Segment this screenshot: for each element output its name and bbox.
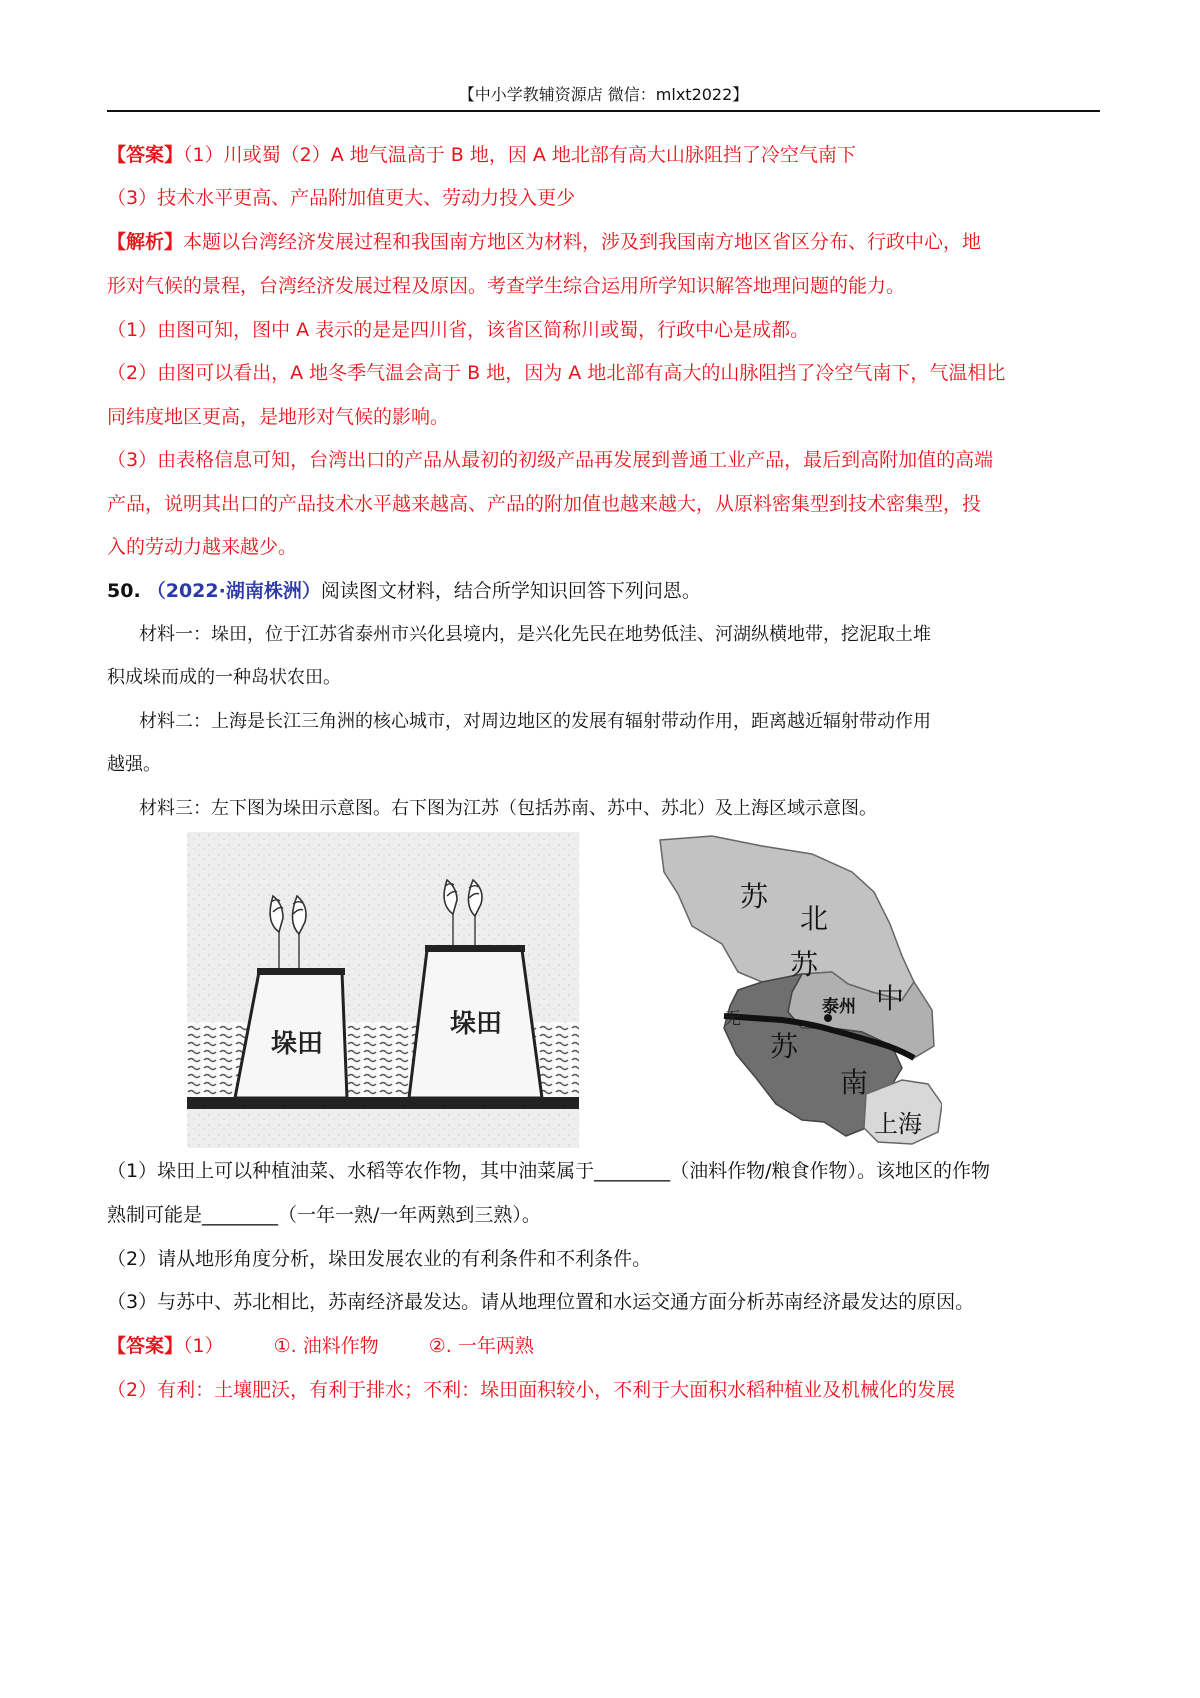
- label-taizhou: 泰州: [822, 997, 856, 1017]
- analysis-point2b: 同纬度地区更高，是地形对气候的影响。: [107, 406, 450, 428]
- answer-prev-line2: （3）技术水平更高、产品附加值更大、劳动力投入更少: [107, 187, 576, 209]
- answer-50-a2: ②. 一年两熟: [428, 1335, 534, 1357]
- label-su-zhong-2: 中: [876, 982, 905, 1015]
- answer-blank-1: ________: [594, 1160, 671, 1182]
- answer-50-a1: ①. 油料作物: [273, 1335, 379, 1357]
- label-shanghai: 上海: [874, 1110, 922, 1138]
- duotian-label-right: 垛田: [450, 1009, 503, 1039]
- answer-50-label: 【答案】: [107, 1335, 184, 1357]
- analysis-line1: [107, 228, 1100, 256]
- sub-question-2: （2）请从地形角度分析，垛田发展农业的有利条件和不利条件。: [107, 1248, 652, 1270]
- sub-question-1a: [107, 1157, 1100, 1185]
- material3-line: 材料三：左下图为垛田示意图。右下图为江苏（包括苏南、苏中、苏北）及上海区域示意图。: [139, 798, 877, 819]
- jiangsu-shanghai-map: [652, 832, 942, 1148]
- page-header: 【中小学教辅资源店 微信：mlxt2022】: [107, 82, 1100, 112]
- analysis-line2: 形对气候的景程，台湾经济发展过程及原因。考查学生综合运用所学知识解答地理问题的能力。: [107, 275, 906, 297]
- analysis-label: 【解析】: [107, 231, 184, 253]
- sub-question-1b: [107, 1201, 1100, 1229]
- material2-line1: 材料二：上海是长江三角洲的核心城市，对周边地区的发展有辐射带动作用，距离越近辐射带动作用: [139, 711, 931, 732]
- label-su-bei-1: 苏: [740, 880, 769, 913]
- question-prompt: 阅读图文材料，结合所学知识回答下列问恩。: [320, 580, 701, 602]
- duotian-label-left: 垛田: [271, 1029, 324, 1059]
- analysis-point3a: （3）由表格信息可知，台湾出口的产品从最初的初级产品再发展到普通工业产品，最后到高附加值的高端: [107, 449, 994, 471]
- material1-line1: 材料一：垛田，位于江苏省泰州市兴化县境内，是兴化先民在地势低洼、河湖纵横地带，挖泥取土堆: [139, 624, 931, 645]
- answer-50-line2: （2）有利：土壤肥沃，有利于排水；不利：垛田面积较小，不利于大面积水稻种植业及机械化的发展: [107, 1379, 956, 1401]
- q1a-text-after: （油料作物/粮食作物）。该地区的作物: [670, 1160, 990, 1182]
- answer-blank-2: ________: [202, 1204, 279, 1226]
- sub-question-3: （3）与苏中、苏北相比，苏南经济最发达。请从地理位置和水运交通方面分析苏南经济最发达的原因。: [107, 1291, 975, 1313]
- label-su-nan-1: 苏: [770, 1030, 799, 1063]
- answer-label: 【答案】: [107, 144, 184, 166]
- answer-prev-line1: [107, 141, 1100, 169]
- answer-prev-text1: （1）川或蜀（2）A 地气温高于 B 地，因 A 地北部有高大山脉阻挡了冷空气南下: [183, 144, 856, 166]
- question-50-heading: [107, 577, 1100, 605]
- analysis-point3b: 产品，说明其出口的产品技术水平越来越高、产品的附加值也越来越大，从原料密集型到技术密集型，投: [107, 493, 982, 515]
- question-number: 50.: [107, 580, 141, 602]
- answer-50-line1: [107, 1332, 1100, 1360]
- question-source: （2022·湖南株洲）: [146, 580, 321, 602]
- q1a-text: （1）垛田上可以种植油菜、水稻等农作物，其中油菜属于: [107, 1160, 595, 1182]
- analysis-point1: （1）由图可知，图中 A 表示的是是四川省，该省区简称川或蜀，行政中心是成都。: [107, 319, 810, 341]
- material2-line2: 越强。: [107, 754, 161, 775]
- analysis-point3c: 入的劳动力越来越少。: [107, 536, 298, 558]
- label-su-bei-2: 北: [800, 902, 829, 935]
- answer-50-num: （1）: [183, 1335, 224, 1357]
- label-su-zhong-1: 苏: [790, 948, 819, 981]
- analysis-text1: 本题以台湾经济发展过程和我国南方地区为材料，涉及到我国南方地区省区分布、行政中心，地: [183, 231, 982, 253]
- label-partial: 无: [724, 1009, 741, 1029]
- duotian-diagram: [187, 832, 579, 1148]
- label-su-nan-2: 南: [840, 1066, 869, 1099]
- q1b-text: 熟制可能是: [107, 1204, 203, 1226]
- material1-line2: 积成垛而成的一种岛状农田。: [107, 667, 341, 688]
- q1b-text-after: （一年一熟/一年两熟到三熟）。: [278, 1204, 541, 1226]
- analysis-point2a: （2）由图可以看出，A 地冬季气温会高于 B 地，因为 A 地北部有高大的山脉阻挡了冷空气南下，气温相比: [107, 362, 1006, 384]
